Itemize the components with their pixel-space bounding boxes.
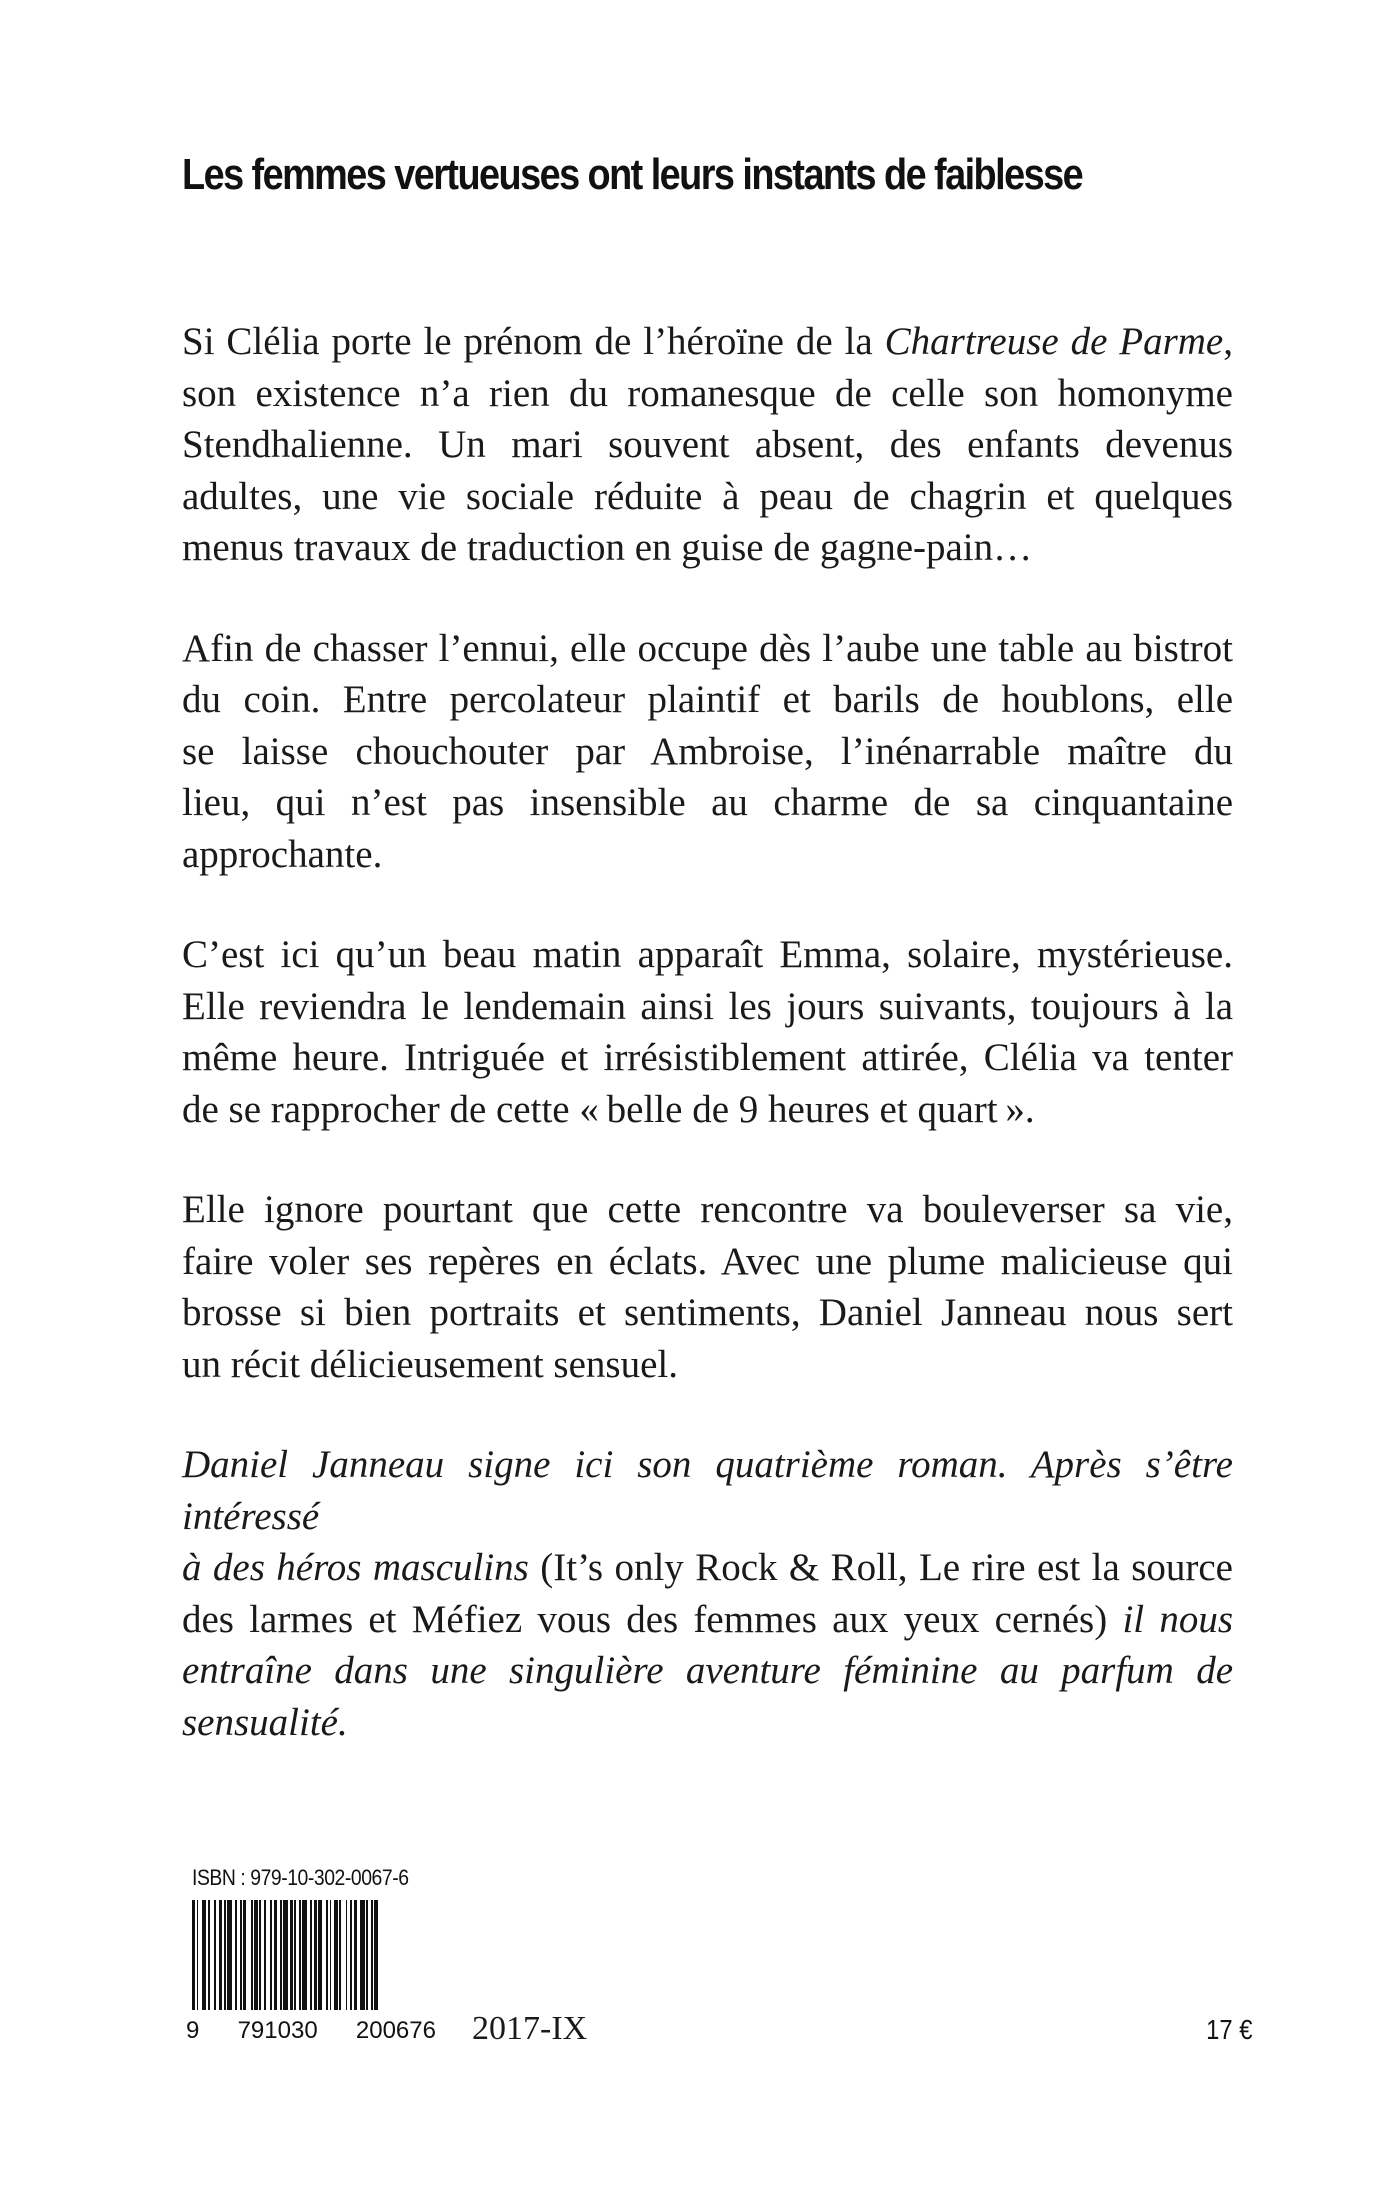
barcode-bar	[259, 1900, 261, 2010]
barcode-bar	[274, 1900, 277, 2010]
barcode-bar	[243, 1900, 246, 2010]
barcode-bar	[224, 1900, 226, 2010]
text-run: menus travaux de traduction en guise de gagne-pain…	[182, 526, 1033, 569]
edition-code: 2017-IX	[472, 2010, 588, 2047]
barcode-bar	[294, 1900, 296, 2010]
text-line	[182, 829, 1233, 881]
italic-text: Daniel Janneau signe ici son quatrième roman. Après s’être intéressé	[182, 1443, 1233, 1538]
barcode-bar	[202, 1900, 207, 2010]
barcode-bar	[280, 1900, 282, 2010]
text-line	[182, 1236, 1233, 1288]
barcode-bar	[350, 1900, 352, 2010]
barcode-bar	[283, 1900, 288, 2010]
text-line	[182, 1439, 1233, 1542]
text-line	[182, 1645, 1233, 1697]
barcode-bar	[314, 1900, 317, 2010]
barcode-bar	[208, 1900, 210, 2010]
text-run: des larmes et Méfiez vous des femmes aux yeux cernés)	[182, 1597, 1123, 1641]
barcode-bar	[240, 1900, 242, 2010]
back-cover-blurb	[182, 316, 1233, 1797]
barcode-bar	[360, 1900, 365, 2010]
barcode-bar	[299, 1900, 301, 2010]
italic-text: à des héros masculins	[182, 1546, 529, 1589]
paragraph	[182, 316, 1233, 574]
text-run: (It’s only Rock & Roll, Le rire est la source	[528, 1546, 1233, 1589]
text-line	[182, 929, 1233, 981]
barcode-bar	[270, 1900, 272, 2010]
paragraph	[182, 929, 1233, 1135]
barcode-digit-group-right: 200676	[355, 2017, 436, 2044]
barcode-bar	[318, 1900, 321, 2010]
barcode-bar	[235, 1900, 237, 2010]
barcode-bar	[214, 1900, 216, 2010]
text-run: Si Clélia porte le prénom de l’héroïne de la	[182, 320, 885, 363]
text-run: se laisse chouchouter par Ambroise, l’inénarrable maître du	[182, 729, 1233, 773]
barcode-bar	[339, 1900, 341, 2010]
paragraph	[182, 623, 1233, 881]
italic-text: il nous	[1122, 1597, 1233, 1641]
barcode-bar	[330, 1900, 332, 2010]
text-line	[182, 522, 1233, 574]
text-line	[182, 726, 1233, 778]
text-run: C’est ici qu’un beau matin apparaît Emma, solaire, mystérieuse.	[182, 933, 1233, 976]
barcode-bar	[346, 1900, 348, 2010]
italic-text: sensualité.	[182, 1700, 348, 1744]
text-line	[182, 1697, 1233, 1749]
text-line	[182, 1032, 1233, 1084]
text-line	[182, 623, 1233, 675]
text-run: Stendhalienne. Un mari souvent absent, des enfants devenus	[182, 423, 1233, 466]
text-line	[182, 1339, 1233, 1391]
price: 17 €	[1205, 2014, 1252, 2045]
text-line	[182, 1287, 1233, 1339]
barcode-bar	[197, 1900, 199, 2010]
barcode-bar	[264, 1900, 266, 2010]
barcode-bar	[334, 1900, 337, 2010]
text-line	[182, 368, 1233, 420]
barcode-bar	[326, 1900, 328, 2010]
barcode-bar	[227, 1900, 232, 2010]
text-run: de se rapprocher de cette « belle de 9 heures et quart ».	[182, 1087, 1035, 1131]
text-run: Elle ignore pourtant que cette rencontre va bouleverser sa vie,	[182, 1188, 1233, 1231]
barcode-digit-prefix: 9	[186, 2017, 200, 2044]
text-line	[182, 471, 1233, 523]
text-line	[182, 1542, 1233, 1594]
barcode-bar	[371, 1900, 373, 2010]
text-line	[182, 674, 1233, 726]
barcode-bar	[310, 1900, 312, 2010]
text-line	[182, 777, 1233, 829]
text-line	[182, 1084, 1233, 1136]
barcode-digit-group-left: 791030	[237, 2017, 318, 2044]
paragraph	[182, 1184, 1233, 1390]
italic-text: entraîne dans une singulière aventure féminine au parfum de	[182, 1649, 1233, 1692]
barcode-bar	[254, 1900, 257, 2010]
text-run: son existence n’a rien du romanesque de celle son homonyme	[182, 371, 1233, 415]
text-line	[182, 981, 1233, 1033]
text-run: brosse si bien portraits et sentiments, Daniel Janneau nous sert	[182, 1291, 1233, 1334]
barcode-bar	[354, 1900, 357, 2010]
barcode-bar	[374, 1900, 377, 2010]
text-run: Elle reviendra le lendemain ainsi les jours suivants, toujours à la	[182, 984, 1233, 1028]
book-title: Les femmes vertueuses ont leurs instants de faiblesse	[182, 150, 1083, 199]
text-line	[182, 316, 1233, 368]
barcode-digits	[186, 2017, 436, 2045]
text-line	[182, 419, 1233, 471]
barcode-bar	[302, 1900, 307, 2010]
barcode	[192, 1900, 432, 2010]
text-run: Afin de chasser l’ennui, elle occupe dès l’aube une table au bistrot	[182, 626, 1233, 670]
barcode-bar	[366, 1900, 368, 2010]
isbn-label: ISBN : 979-10-302-0067-6	[192, 1865, 409, 1890]
barcode-bar	[251, 1900, 253, 2010]
barcode-bar	[192, 1900, 195, 2010]
text-run: approchante.	[182, 832, 383, 876]
barcode-bar	[290, 1900, 293, 2010]
text-run: même heure. Intriguée et irrésistiblement attirée, Clélia va tenter	[182, 1036, 1233, 1079]
text-run: faire voler ses repères en éclats. Avec une plume malicieuse qui	[182, 1239, 1233, 1283]
barcode-bar	[219, 1900, 222, 2010]
text-line	[182, 1594, 1233, 1646]
italic-text: Chartreuse de Parme	[884, 320, 1224, 363]
paragraph	[182, 1439, 1233, 1748]
text-run: du coin. Entre percolateur plaintif et barils de houblons, elle	[182, 678, 1233, 721]
text-run: un récit délicieusement sensuel.	[182, 1342, 678, 1386]
text-run: ,	[1223, 320, 1233, 363]
text-line	[182, 1184, 1233, 1236]
text-run: lieu, qui n’est pas insensible au charme de sa cinquantaine	[182, 781, 1233, 824]
text-run: adultes, une vie sociale réduite à peau de chagrin et quelques	[182, 474, 1233, 518]
